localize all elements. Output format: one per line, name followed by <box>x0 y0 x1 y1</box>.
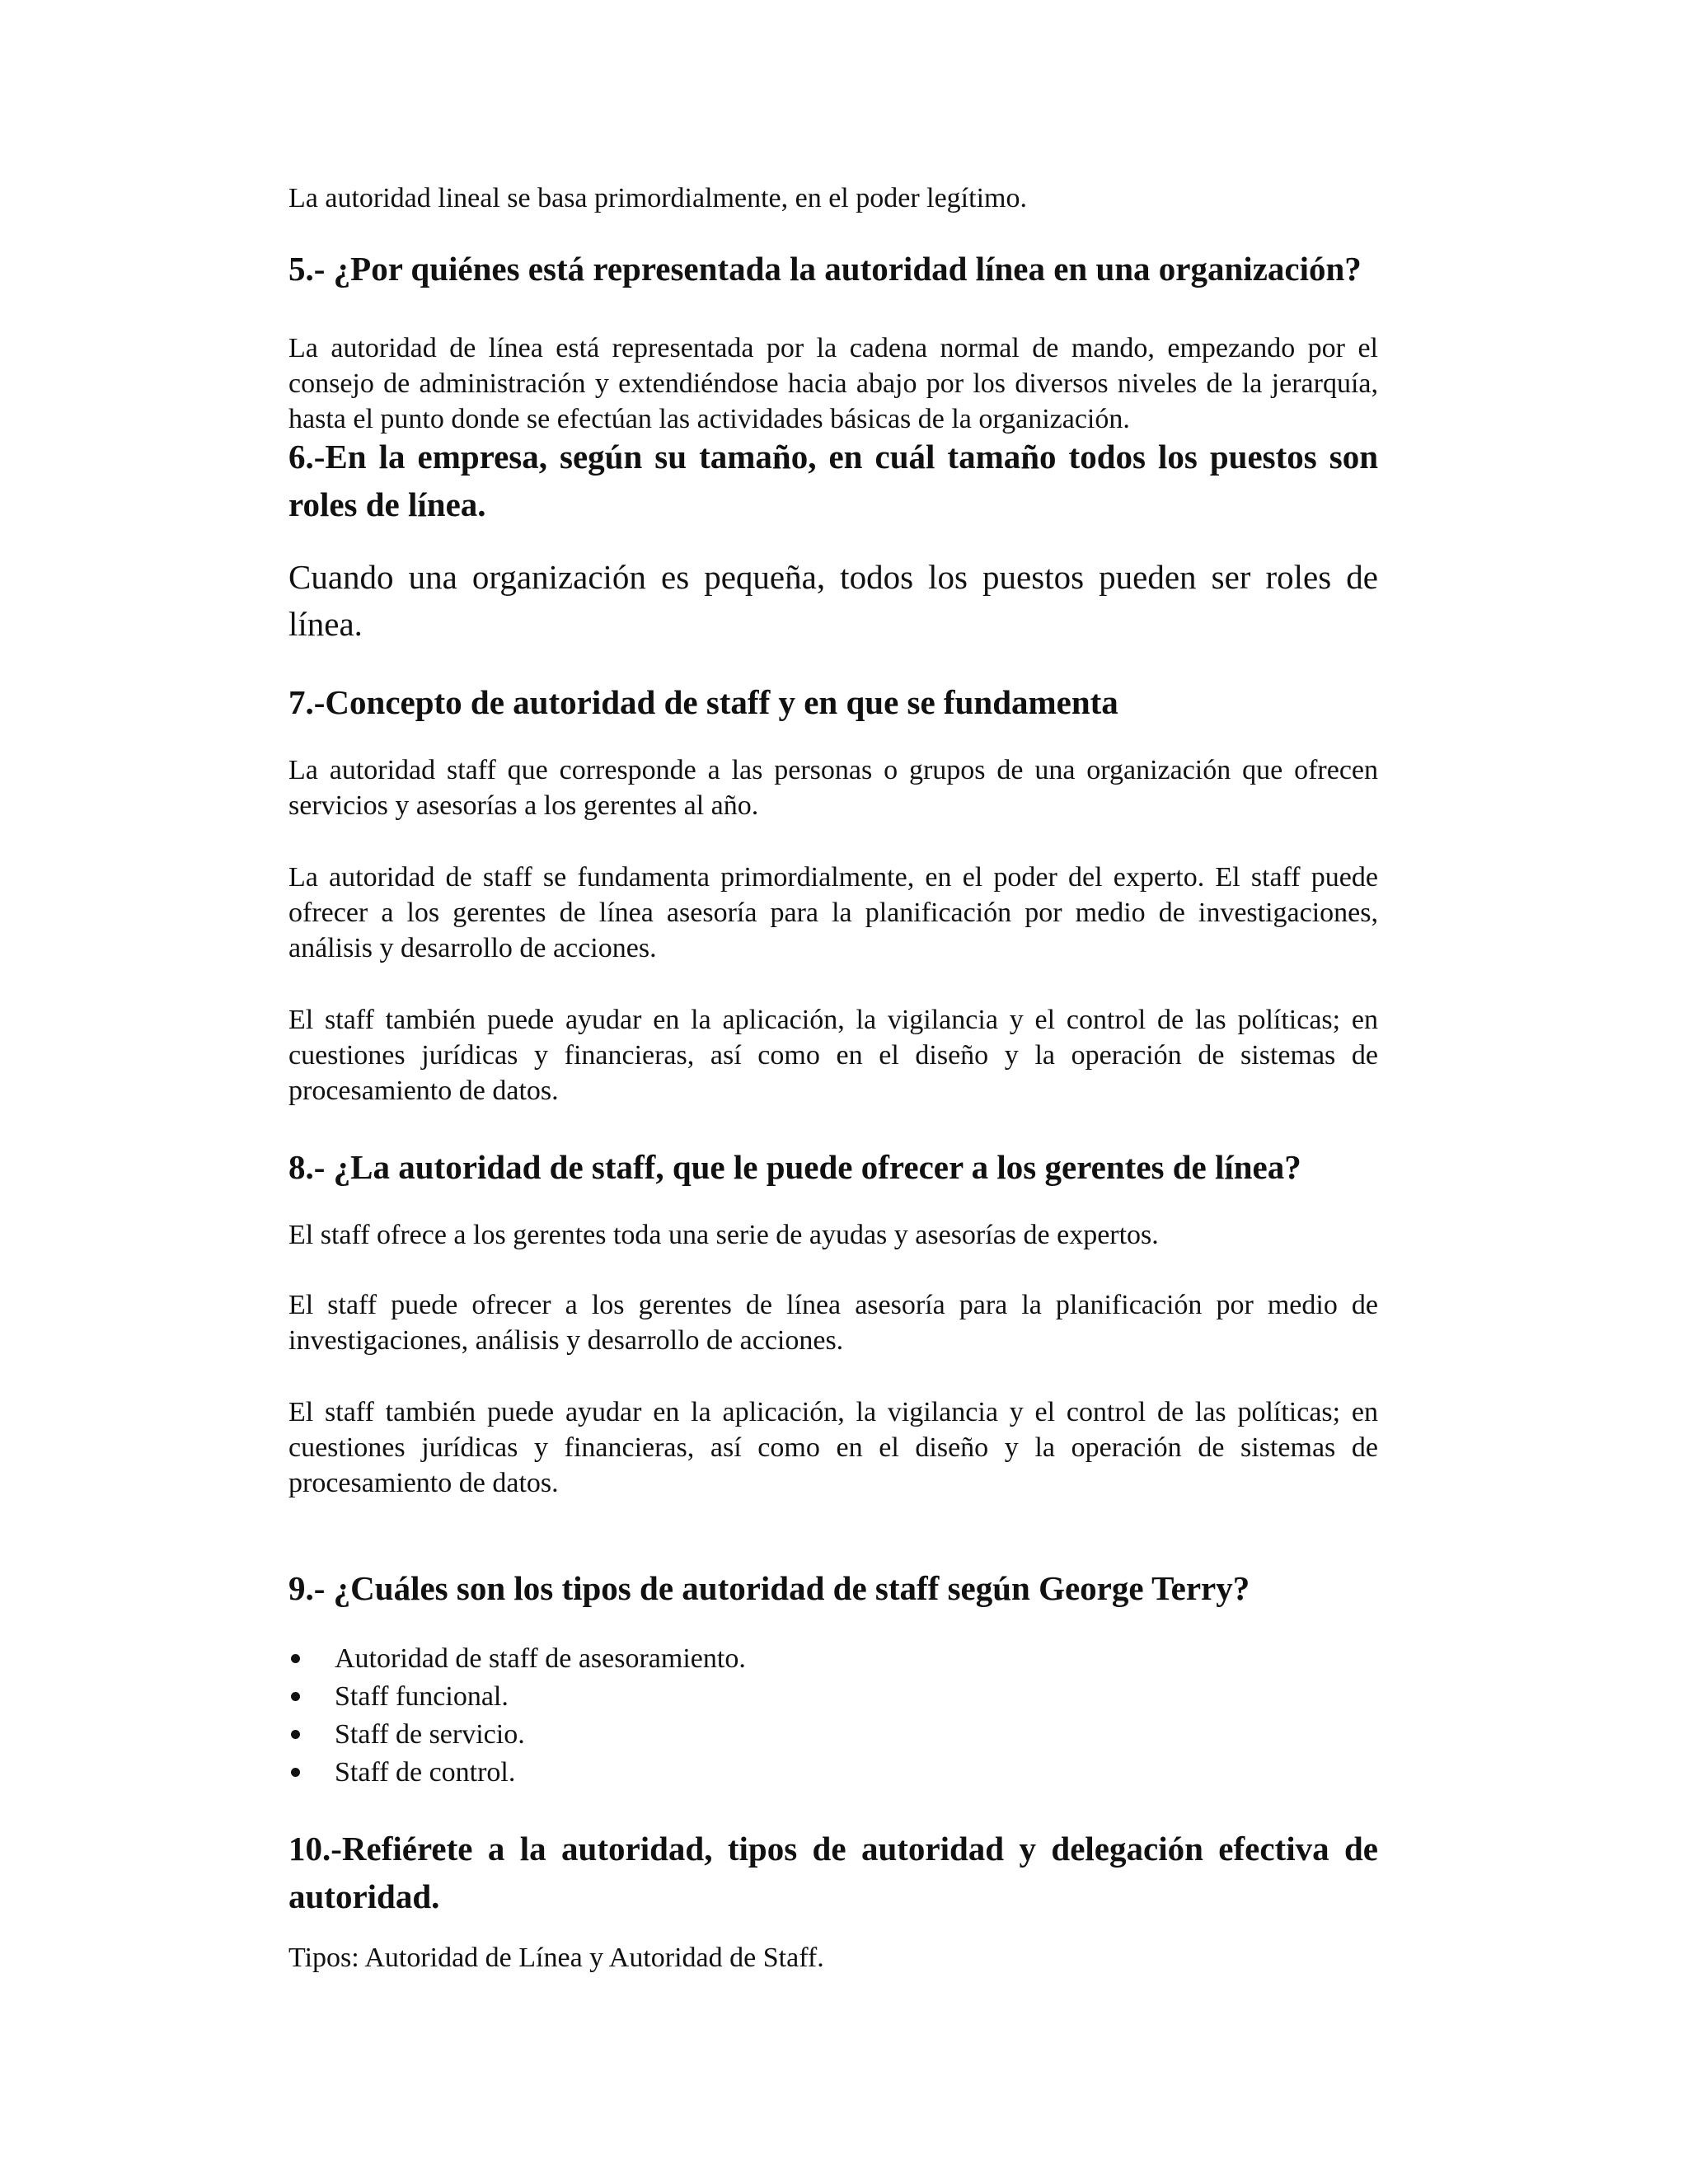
question-8-paragraph-1: El staff ofrece a los gerentes toda una serie de ayudas y asesorías de expertos. <box>288 1220 1159 1250</box>
list-item <box>288 1640 1378 1678</box>
question-7-paragraph-2: La autoridad de staff se fundamenta primordialmente, en el poder del experto. El staff puede ofrecer a los gerentes de línea asesoría para la planificación por medio de investigaciones, análisis y desarrollo de acciones. <box>288 862 1378 963</box>
bullet-icon <box>291 1768 300 1777</box>
list-item-text: Staff de servicio. <box>335 1719 525 1750</box>
question-10-answer: Tipos: Autoridad de Línea y Autoridad de Staff. <box>288 1943 824 1973</box>
question-9-heading: 9.- ¿Cuáles son los tipos de autoridad de staff según George Terry? <box>288 1569 1250 1607</box>
bullet-icon <box>291 1692 300 1701</box>
question-7-heading: 7.-Concepto de autoridad de staff y en que se fundamenta <box>288 683 1118 721</box>
staff-types-list <box>288 1640 1378 1792</box>
list-item-text: Staff de control. <box>335 1757 516 1788</box>
question-5-heading: 5.- ¿Por quiénes está representada la autoridad línea en una organización? <box>288 250 1362 288</box>
bullet-icon <box>291 1654 300 1663</box>
intro-paragraph: La autoridad lineal se basa primordialmente, en el poder legítimo. <box>288 183 1027 213</box>
question-8-paragraph-2: El staff puede ofrecer a los gerentes de línea asesoría para la planificación por medio de investigaciones, análisis y desarrollo de acciones. <box>288 1290 1378 1356</box>
question-8-paragraph-3: El staff también puede ayudar en la aplicación, la vigilancia y el control de las políticas; en cuestiones jurídicas y financieras, así como en el diseño y la operación de sistemas de procesamiento de datos. <box>288 1397 1378 1498</box>
question-8-heading: 8.- ¿La autoridad de staff, que le puede ofrecer a los gerentes de línea? <box>288 1148 1301 1186</box>
question-7-paragraph-1: La autoridad staff que corresponde a las personas o grupos de una organización que ofrecen servicios y asesorías a los gerentes al año. <box>288 755 1378 821</box>
list-item <box>288 1716 1378 1754</box>
list-item-text: Staff funcional. <box>335 1681 509 1712</box>
question-6-answer: Cuando una organización es pequeña, todos los puestos pueden ser roles de línea. <box>288 558 1378 643</box>
list-item-text: Autoridad de staff de asesoramiento. <box>335 1643 746 1674</box>
question-10-heading: 10.-Refiérete a la autoridad, tipos de autoridad y delegación efectiva de autoridad. <box>288 1830 1378 1915</box>
question-5-answer: La autoridad de línea está representada por la cadena normal de mando, empezando por el consejo de administración y extendiéndose hacia abajo por los diversos niveles de la jerarquía, hasta el punto donde se efectúan las actividades básicas de la organización. <box>288 333 1378 434</box>
list-item <box>288 1754 1378 1792</box>
question-7-paragraph-3: El staff también puede ayudar en la aplicación, la vigilancia y el control de las políticas; en cuestiones jurídicas y financieras, así como en el diseño y la operación de sistemas de procesamiento de datos. <box>288 1005 1378 1106</box>
question-6-heading: 6.-En la empresa, según su tamaño, en cuál tamaño todos los puestos son roles de línea. <box>288 438 1378 523</box>
bullet-icon <box>291 1730 300 1739</box>
list-item <box>288 1678 1378 1716</box>
